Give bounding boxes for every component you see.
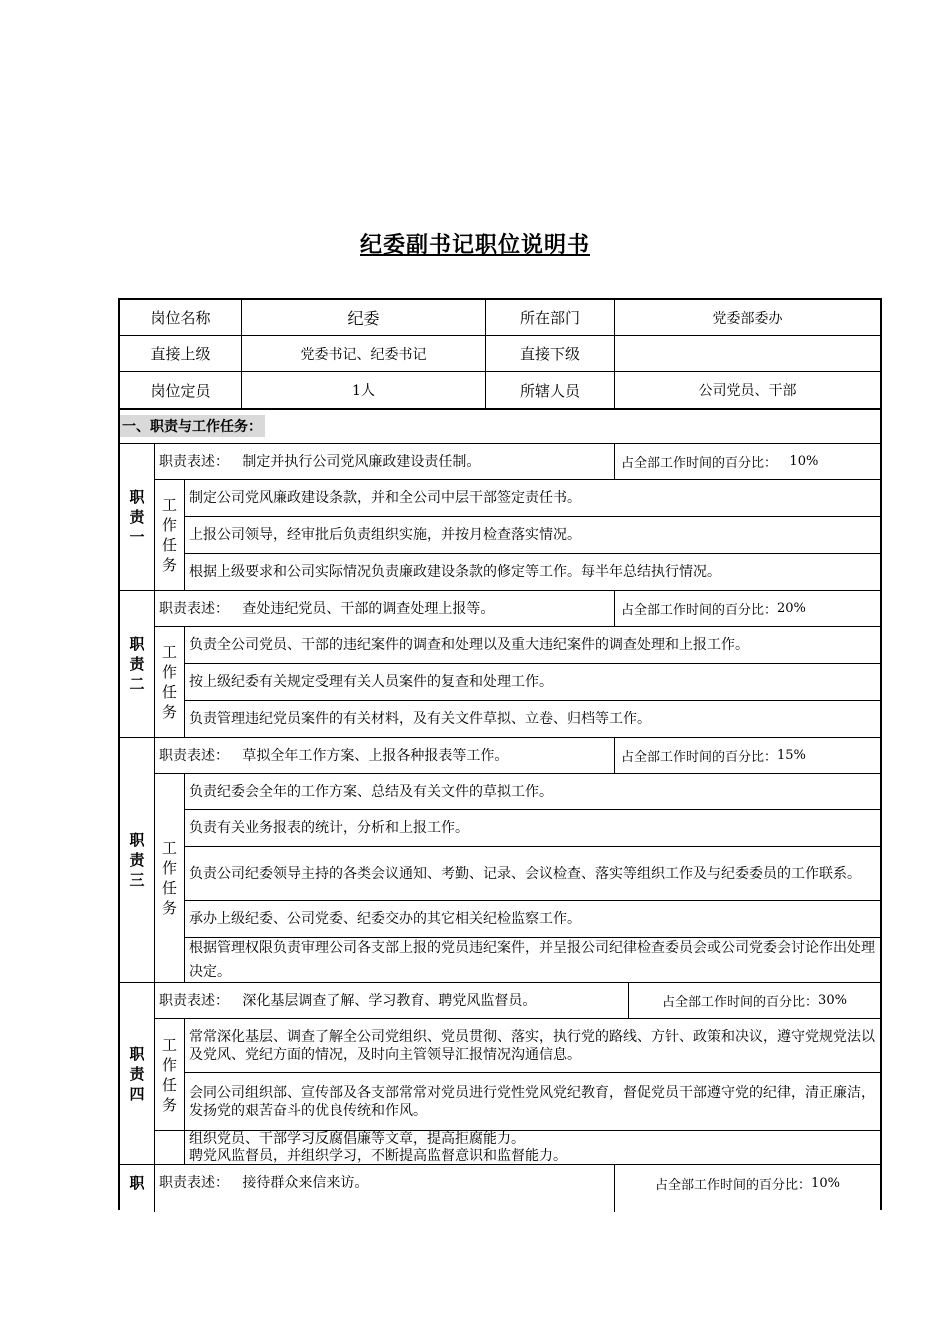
subordinate-value xyxy=(615,336,880,371)
desc-label: 职责表述： xyxy=(159,1175,229,1191)
pct-label: 占全部工作时间的百分比： xyxy=(662,995,819,1010)
duty-4-task-4-line: 聘党风监督员，并组织学习，不断提高监督意识和监督能力。 xyxy=(189,1148,567,1164)
duty-3-label-char: 职 xyxy=(129,831,145,849)
duty-4-task-3 xyxy=(185,1131,880,1164)
headcount-label: 岗位定员 xyxy=(150,381,211,400)
duty-3-task-5: 根据管理权限负责审理公司各支部上报的党员违纪案件，并呈报公司纪律检查委员会或公司党委会讨论作出处理决定。 xyxy=(189,940,875,980)
task-label-char: 工 xyxy=(161,839,177,857)
duty-4-label xyxy=(120,983,154,1164)
pct-label: 占全部工作时间的百分比： xyxy=(655,1177,812,1193)
task-label-char: 任 xyxy=(161,683,177,701)
duty-1-label xyxy=(120,444,154,590)
duty-3-task-label xyxy=(155,774,184,982)
duty-5-percentage xyxy=(615,1165,880,1201)
desc-text: 接待群众来信来访。 xyxy=(242,1175,369,1191)
department-label: 所在部门 xyxy=(519,309,580,327)
duty-1-description xyxy=(155,444,614,479)
staff-value: 公司党员、干部 xyxy=(698,383,797,399)
pct-label: 占全部工作时间的百分比： xyxy=(621,456,778,471)
pct-value: 10% xyxy=(811,1175,840,1191)
duty-4-percentage xyxy=(629,983,880,1018)
duty-3-label-char: 三 xyxy=(129,871,145,889)
duty-5-label xyxy=(120,1165,154,1201)
duty-2-percentage xyxy=(615,591,880,626)
duty-1-label-char: 职 xyxy=(129,488,145,506)
duty-5-label-char: 职 xyxy=(129,1174,145,1192)
job-description-table xyxy=(118,298,882,1210)
department-value: 党委部委办 xyxy=(712,310,783,327)
superior-value: 党委书记、纪委书记 xyxy=(300,346,427,363)
task-label-char: 任 xyxy=(161,1075,177,1094)
desc-text: 深化基层调查了解、学习教育、聘党风监督员。 xyxy=(242,992,537,1009)
task-label-char: 任 xyxy=(161,536,177,554)
duty-3-description xyxy=(155,738,614,773)
duty-3-label xyxy=(120,738,154,982)
subordinate-label: 直接下级 xyxy=(519,345,580,363)
duty-2-label xyxy=(120,591,154,737)
task-label-char: 工 xyxy=(161,496,177,514)
task-label-char: 务 xyxy=(161,703,177,721)
staff-label: 所辖人员 xyxy=(519,381,580,400)
duty-4-task-3-line: 组织党员、干部学习反腐倡廉等文章，提高拒腐能力。 xyxy=(189,1131,525,1147)
task-label-char: 作 xyxy=(161,516,177,534)
desc-label: 职责表述： xyxy=(159,453,229,470)
desc-text: 查处违纪党员、干部的调查处理上报等。 xyxy=(242,600,495,617)
desc-text: 制定并执行公司党风廉政建设责任制。 xyxy=(242,453,481,470)
position-name-label: 岗位名称 xyxy=(150,309,211,327)
duty-2-task-3: 负责管理违纪党员案件的有关材料，及有关文件草拟、立卷、归档等工作。 xyxy=(189,711,651,727)
task-label-char: 作 xyxy=(161,859,177,877)
duty-1-task-1: 制定公司党风廉政建设条款，并和全公司中层干部签定责任书。 xyxy=(189,490,581,506)
task-label-char: 作 xyxy=(161,663,177,681)
duty-1-label-char: 责 xyxy=(129,508,145,526)
superior-label: 直接上级 xyxy=(150,345,211,363)
duty-4-description xyxy=(155,983,628,1018)
document-title: 纪委副书记职位说明书 xyxy=(359,233,590,258)
duty-3-task-4: 承办上级纪委、公司党委、纪委交办的其它相关纪检监察工作。 xyxy=(189,911,581,927)
pct-label: 占全部工作时间的百分比： xyxy=(621,750,778,765)
duty-5-description xyxy=(155,1165,614,1201)
duty-4-label-char: 四 xyxy=(129,1084,145,1103)
duty-4-task-label xyxy=(155,1019,184,1130)
task-label-char: 务 xyxy=(161,1095,177,1114)
position-name-value: 纪委 xyxy=(347,309,380,328)
duty-4-label-char: 职 xyxy=(129,1044,145,1063)
duty-1-task-3: 根据上级要求和公司实际情况负责廉政建设条款的修定等工作。每半年总结执行情况。 xyxy=(189,564,721,580)
section-heading: 一、职责与工作任务： xyxy=(120,415,265,437)
pct-value: 30% xyxy=(818,993,847,1008)
duty-4-label-char: 责 xyxy=(129,1064,145,1083)
duty-1-task-label xyxy=(155,480,184,590)
duty-1-task-2: 上报公司领导，经审批后负责组织实施，并按月检查落实情况。 xyxy=(189,527,581,543)
duty-2-task-label xyxy=(155,627,184,737)
duty-3-label-char: 责 xyxy=(129,851,145,869)
desc-label: 职责表述： xyxy=(159,600,229,617)
duty-1-label-char: 一 xyxy=(129,528,145,546)
task-label-char: 工 xyxy=(161,643,177,661)
duty-2-task-1: 负责全公司党员、干部的违纪案件的调查和处理以及重大违纪案件的调查处理和上报工作。 xyxy=(189,637,749,653)
pct-value: 15% xyxy=(777,748,806,763)
desc-label: 职责表述： xyxy=(159,992,229,1009)
duty-4-task-2: 会同公司组织部、宣传部及各支部常常对党员进行党性党风党纪教育，督促党员干部遵守党的纪律，清正廉洁，发扬党的艰苦奋斗的优良传统和作风。 xyxy=(189,1084,875,1119)
duty-3-task-3: 负责公司纪委领导主持的各类会议通知、考勤、记录、会议检查、落实等组织工作及与纪委委员的工作联系。 xyxy=(189,865,861,882)
desc-text: 草拟全年工作方案、上报各种报表等工作。 xyxy=(242,747,509,764)
desc-label: 职责表述： xyxy=(159,747,229,764)
duty-2-description xyxy=(155,591,614,626)
task-label-char: 务 xyxy=(161,556,177,574)
duty-2-label-char: 二 xyxy=(129,675,145,693)
pct-value: 20% xyxy=(777,601,806,616)
duty-2-task-2: 按上级纪委有关规定受理有关人员案件的复查和处理工作。 xyxy=(189,674,553,690)
duty-1-percentage xyxy=(615,444,880,479)
duty-2-label-char: 职 xyxy=(129,635,145,653)
duty-4-task-1: 常常深化基层、调查了解全公司党组织、党员贯彻、落实，执行党的路线、方针、政策和决议，遵守党规党法以及党风、党纪方面的情况，及时向主管领导汇报情况沟通信息。 xyxy=(189,1028,875,1063)
duty-3-percentage xyxy=(615,738,880,773)
task-label-char: 作 xyxy=(161,1055,177,1074)
pct-label: 占全部工作时间的百分比： xyxy=(621,603,778,618)
pct-value: 10% xyxy=(789,454,819,469)
headcount-value: 1人 xyxy=(352,383,375,399)
task-label-char: 任 xyxy=(161,879,177,897)
duty-3-task-2: 负责有关业务报表的统计，分析和上报工作。 xyxy=(189,820,469,836)
task-label-char: 工 xyxy=(161,1035,177,1054)
duty-2-label-char: 责 xyxy=(129,655,145,673)
duty-3-task-1: 负责纪委会全年的工作方案、总结及有关文件的草拟工作。 xyxy=(189,783,553,800)
task-label-char: 务 xyxy=(161,899,177,917)
